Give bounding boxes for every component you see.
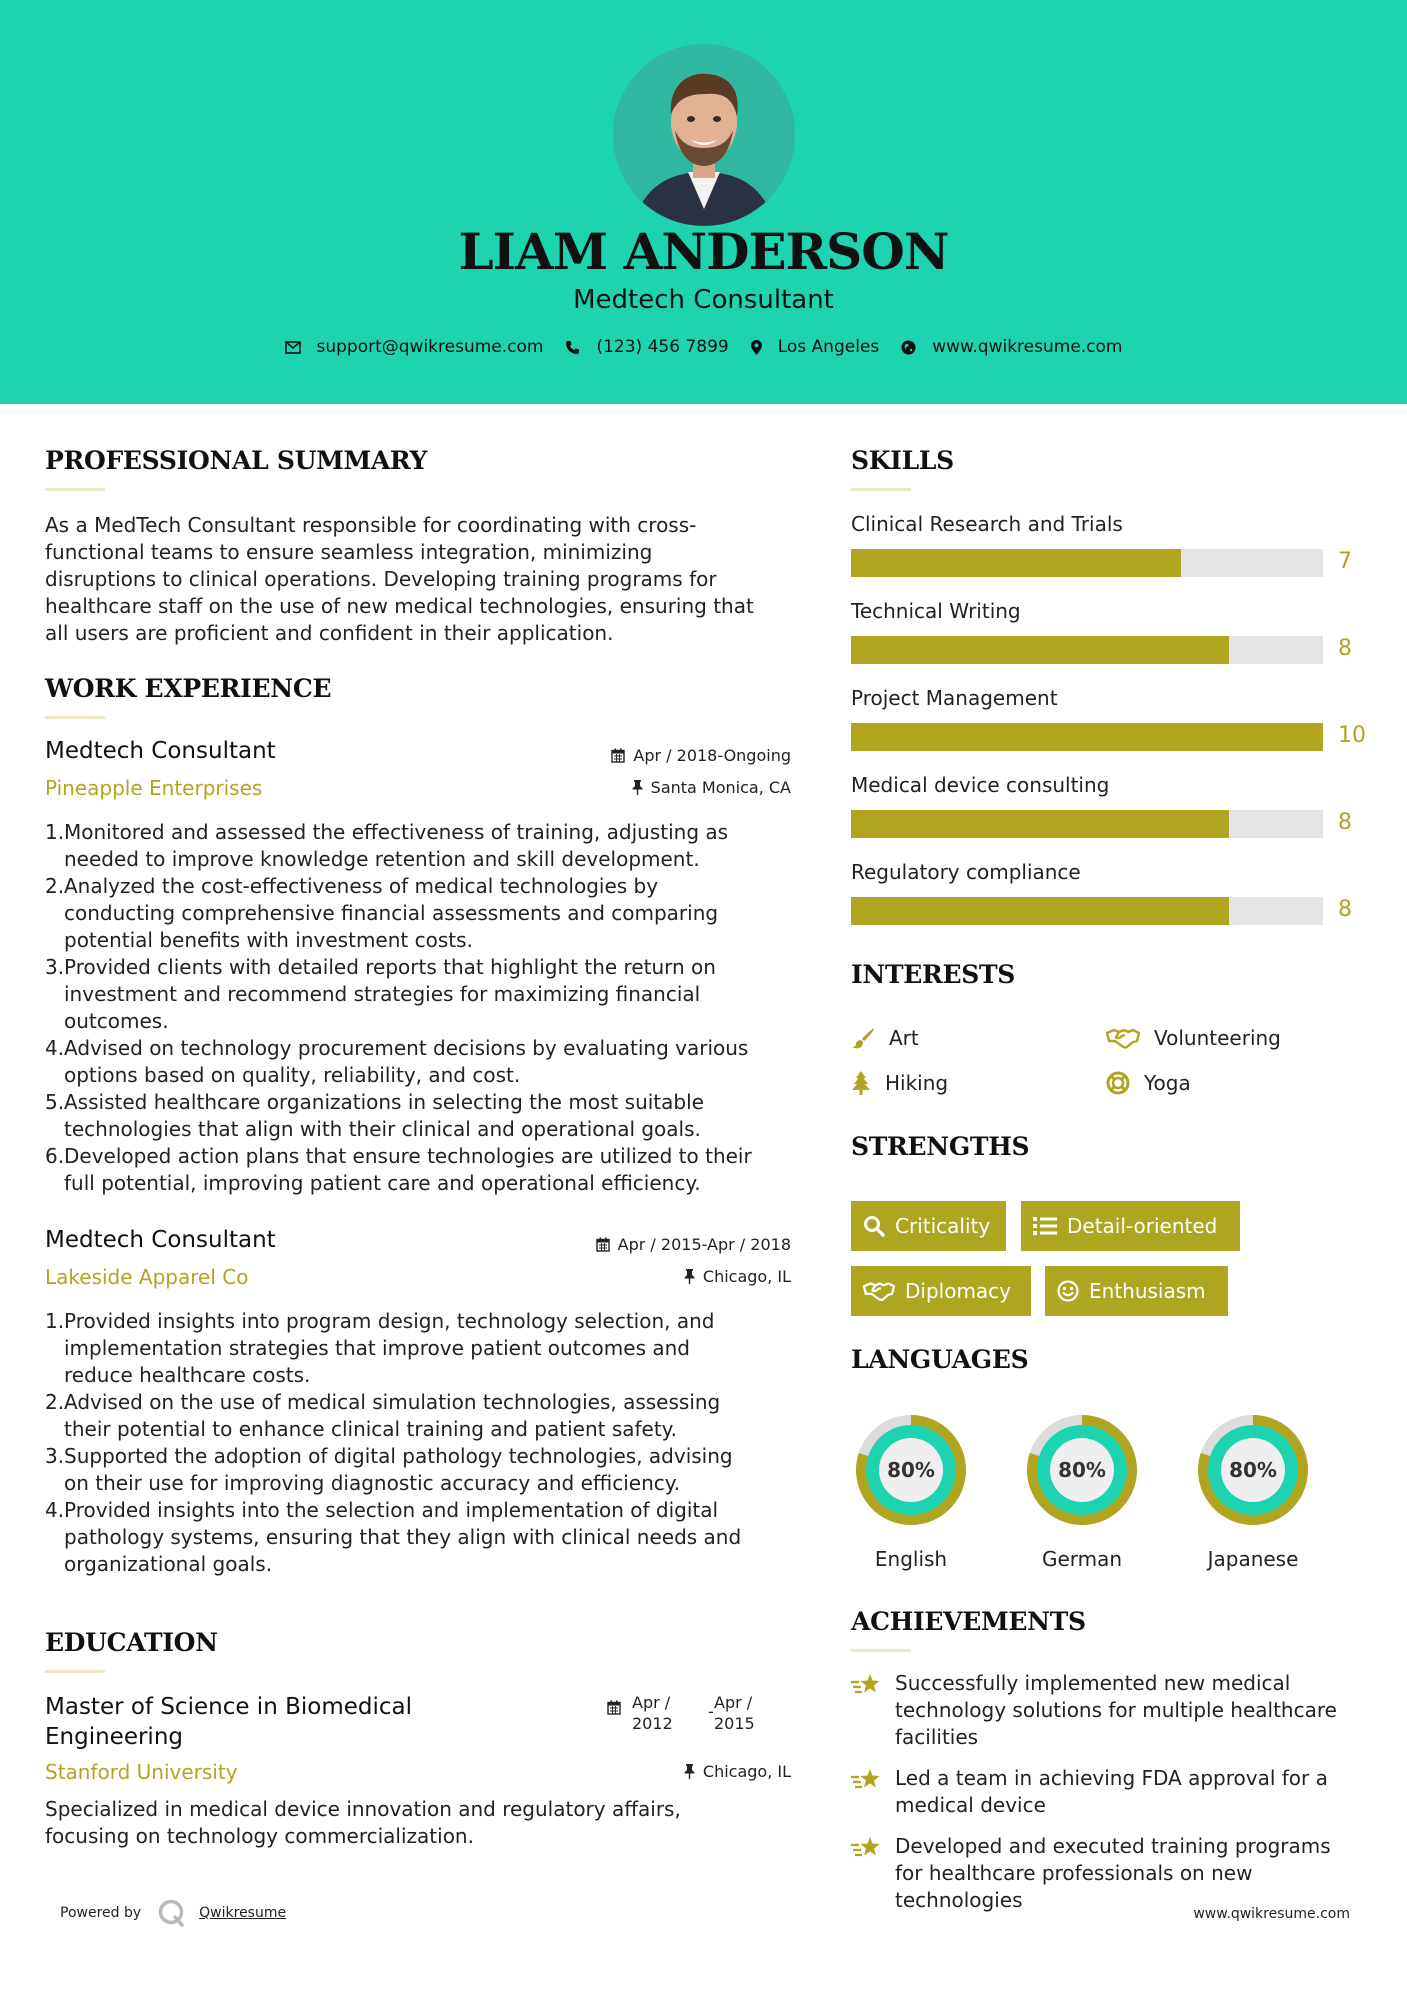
education-end: Apr / 2015 (714, 1693, 755, 1733)
education-start: Apr / 2012 (632, 1693, 673, 1733)
summary-text (45, 512, 805, 647)
strength-label: Diplomacy (905, 1279, 1012, 1303)
strength-label: Criticality (895, 1214, 991, 1238)
language-donut (1192, 1409, 1314, 1531)
language-donut (850, 1409, 972, 1531)
calendar-icon (607, 1700, 621, 1715)
skill-name: Medical device consulting (851, 773, 1110, 797)
smile-icon (1057, 1280, 1079, 1302)
skills-heading: SKILLS (851, 446, 954, 475)
contact-location (751, 337, 880, 357)
job-date-text: Apr / 2015-Apr / 2018 (617, 1235, 791, 1254)
contact-email-text: support@qwikresume.com (316, 337, 544, 357)
job-date-text: Apr / 2018-Ongoing (633, 746, 791, 765)
work-divider (45, 716, 105, 719)
contact-location-text: Los Angeles (777, 337, 880, 357)
education-dash: - (708, 1702, 714, 1721)
skill-value: 10 (1338, 723, 1366, 748)
languages-heading: LANGUAGES (851, 1345, 1029, 1374)
profile-photo (613, 44, 795, 226)
skill-bar-fill (851, 549, 1181, 577)
handshake-icon (1106, 1027, 1140, 1049)
skill-bar-fill (851, 810, 1229, 838)
interest-hiking (851, 1071, 948, 1095)
strength-criticality (851, 1201, 1006, 1251)
contact-website[interactable] (901, 337, 1122, 357)
education-location (531, 1762, 791, 1781)
contact-website-text: www.qwikresume.com (932, 337, 1123, 357)
strength-label: Detail-oriented (1067, 1214, 1218, 1238)
paintbrush-icon (851, 1027, 875, 1049)
star-ribbon-icon (851, 1835, 883, 1861)
footer-site[interactable]: www.qwikresume.com (1193, 1906, 1350, 1922)
contact-phone[interactable] (565, 337, 728, 357)
skill-value: 8 (1338, 636, 1352, 661)
job-location-text: Chicago, IL (702, 1267, 791, 1286)
skill-value: 7 (1338, 549, 1352, 574)
education-description: Specialized in medical device innovation and regulatory affairs, focusing on technology commercialization. (45, 1797, 681, 1848)
list-item: 4. Advised on technology procurement decisions by evaluating various options based on quality, reliability, and cost. (45, 1036, 749, 1087)
achievement-item: Successfully implemented new medical technology solutions for multiple healthcare facilities (851, 1670, 1371, 1751)
list-icon (1033, 1216, 1057, 1236)
candidate-title: Medtech Consultant (573, 285, 834, 315)
education-heading: EDUCATION (45, 1628, 218, 1657)
skill-bar (851, 636, 1323, 664)
list-item: 3. Supported the adoption of digital pathology technologies, advising on their use for improving diagnostic accuracy and efficiency. (45, 1444, 733, 1495)
calendar-icon (611, 748, 625, 763)
job-date (531, 1235, 791, 1254)
strength-label: Enthusiasm (1089, 1279, 1206, 1303)
globe-icon (901, 340, 916, 355)
job-bullets (45, 1308, 805, 1578)
pushpin-icon (684, 1764, 695, 1779)
achievement-item: Developed and executed training programs for healthcare professionals on new technologies (851, 1833, 1371, 1914)
language-donut (1021, 1409, 1143, 1531)
list-item: 1. Provided insights into program design, technology selection, and implementation strategies that improve patient outcomes and reduce healthcare costs. (45, 1309, 715, 1387)
skill-bar-fill (851, 636, 1229, 664)
job-title: Medtech Consultant (45, 738, 276, 764)
job-title: Medtech Consultant (45, 1227, 276, 1253)
summary-line: all users are proficient and confident in their application. (45, 621, 614, 645)
summary-line: disruptions to clinical operations. Developing training programs for (45, 567, 717, 591)
skill-value: 8 (1338, 897, 1352, 922)
strength-enthusiasm (1045, 1266, 1228, 1316)
skills-divider (851, 488, 911, 491)
language-item (850, 1409, 972, 1571)
language-percent: 80% (887, 1458, 935, 1482)
list-item: 3. Provided clients with detailed reports that highlight the return on investment and recommend strategies for maximizing financial outcomes. (45, 955, 716, 1033)
language-percent: 80% (1058, 1458, 1106, 1482)
resume-header (0, 0, 1407, 404)
skill-name: Technical Writing (851, 599, 1021, 623)
candidate-name: LIAM ANDERSON (458, 222, 949, 281)
list-item: 2. Analyzed the cost-effectiveness of medical technologies by conducting comprehensive financial assessments and comparing potential benefits with investment costs. (45, 874, 719, 952)
contact-email[interactable] (285, 337, 544, 357)
star-ribbon-icon (851, 1672, 883, 1698)
list-item: 1. Monitored and assessed the effectiveness of training, adjusting as needed to improve knowledge retention and skill development. (45, 820, 729, 871)
job-location (531, 1267, 791, 1286)
interest-volunteering (1106, 1026, 1281, 1050)
job-location-text: Santa Monica, CA (650, 778, 791, 797)
pushpin-icon (684, 1269, 695, 1284)
education-divider (45, 1670, 105, 1673)
calendar-icon-wrap (607, 1700, 621, 1719)
interest-label: Volunteering (1154, 1026, 1281, 1050)
language-name: Japanese (1207, 1547, 1299, 1571)
strength-detail-oriented (1021, 1201, 1240, 1251)
job-date (531, 746, 791, 765)
language-item (1192, 1409, 1314, 1571)
interests-heading: INTERESTS (851, 960, 1016, 989)
powered-by-text: Powered by (60, 1905, 142, 1921)
language-name: English (874, 1547, 948, 1571)
list-item: 5. Assisted healthcare organizations in selecting the most suitable technologies that align with their clinical and operational goals. (45, 1090, 704, 1141)
skill-bar (851, 810, 1323, 838)
skill-bar (851, 897, 1323, 925)
contact-bar (0, 337, 1407, 357)
phone-icon (565, 340, 580, 355)
pushpin-icon (632, 780, 643, 795)
footer-powered (60, 1898, 286, 1928)
education-location-text: Chicago, IL (702, 1762, 791, 1781)
interest-label: Art (889, 1026, 919, 1050)
skill-name: Clinical Research and Trials (851, 512, 1123, 536)
summary-line: As a MedTech Consultant responsible for coordinating with cross- (45, 513, 697, 537)
envelope-icon (285, 341, 301, 354)
achievement-item: Led a team in achieving FDA approval for a medical device (851, 1765, 1371, 1819)
language-item (1021, 1409, 1143, 1571)
search-icon (863, 1215, 885, 1237)
interest-label: Hiking (885, 1071, 949, 1095)
degree-line: Master of Science in Biomedical (45, 1694, 413, 1720)
map-marker-icon (751, 340, 762, 355)
interest-label: Yoga (1144, 1071, 1191, 1095)
interest-art (851, 1026, 919, 1050)
lifering-icon (1106, 1071, 1130, 1095)
summary-heading: PROFESSIONAL SUMMARY (45, 446, 428, 475)
achievements-divider (851, 1649, 911, 1652)
work-heading: WORK EXPERIENCE (45, 674, 332, 703)
star-ribbon-icon (851, 1767, 883, 1793)
skill-bar (851, 723, 1323, 751)
language-percent: 80% (1229, 1458, 1277, 1482)
job-bullets (45, 819, 805, 1197)
degree-title (45, 1692, 412, 1752)
skill-name: Regulatory compliance (851, 860, 1081, 884)
school-name: Stanford University (45, 1760, 238, 1784)
skill-name: Project Management (851, 686, 1058, 710)
interest-yoga (1106, 1071, 1191, 1095)
degree-line: Engineering (45, 1724, 183, 1750)
qwikresume-logo-icon (157, 1898, 187, 1928)
list-item: 2. Advised on the use of medical simulation technologies, assessing their potential to enhance clinical training and patient safety. (45, 1390, 721, 1441)
calendar-icon (596, 1237, 610, 1252)
brand-link[interactable]: Qwikresume (199, 1905, 287, 1921)
tree-icon (851, 1071, 871, 1095)
skill-value: 8 (1338, 810, 1352, 835)
contact-phone-text: (123) 456 7899 (596, 337, 729, 357)
skill-bar (851, 549, 1323, 577)
handshake-icon (863, 1280, 895, 1302)
list-item: 4. Provided insights into the selection and implementation of digital pathology systems, ensuring that they align with clinical needs and organizational goals. (45, 1498, 742, 1576)
strength-diplomacy (851, 1266, 1031, 1316)
list-item: 6. Developed action plans that ensure technologies are utilized to their full potential, improving patient care and operational efficiency. (45, 1144, 752, 1195)
strengths-heading: STRENGTHS (851, 1132, 1030, 1161)
skill-bar-fill (851, 723, 1323, 751)
summary-divider (45, 488, 105, 491)
achievements-heading: ACHIEVEMENTS (851, 1607, 1086, 1636)
job-company: Pineapple Enterprises (45, 776, 263, 800)
job-location (531, 778, 791, 797)
language-name: German (1041, 1547, 1123, 1571)
summary-line: functional teams to ensure seamless integration, minimizing (45, 540, 653, 564)
skill-bar-fill (851, 897, 1229, 925)
job-company: Lakeside Apparel Co (45, 1265, 249, 1289)
summary-line: healthcare staff on the use of new medical technologies, ensuring that (45, 594, 754, 618)
